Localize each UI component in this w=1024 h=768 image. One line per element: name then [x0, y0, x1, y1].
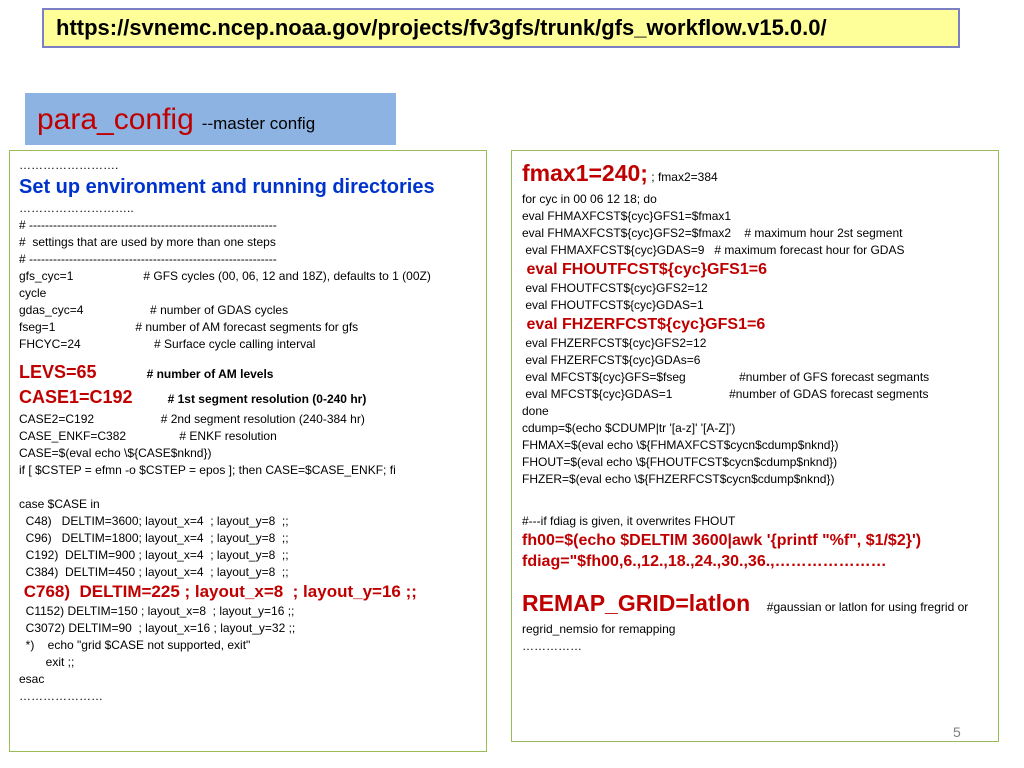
- slide-subtitle: --master config: [201, 114, 316, 133]
- remap-grid-comment: #gaussian or latlon for using fregrid or: [750, 600, 969, 614]
- fhzer-highlight: eval FHZERFCST${cyc}GFS1=6: [522, 316, 766, 333]
- code-line: FHCYC=24 # Surface cycle calling interval: [19, 337, 316, 351]
- code-line: cdump=$(echo $CDUMP|tr '[a-z]' '[A-Z]'): [522, 421, 736, 435]
- code-line: eval MFCST${cyc}GFS=$fseg #number of GFS forecast segmants: [522, 370, 930, 384]
- code-line: #---if fdiag is given, it overwrites FHOUT: [522, 514, 736, 528]
- code-line: esac: [19, 672, 45, 686]
- code-line: # --------------------------------------------------------------: [19, 218, 277, 232]
- remap-grid-value: REMAP_GRID=latlon: [522, 590, 751, 616]
- code-line: C1152) DELTIM=150 ; layout_x=8 ; layout_y=16 ;;: [19, 604, 295, 618]
- levs-comment: # number of AM levels: [146, 367, 274, 381]
- code-line: …………………….: [19, 158, 119, 172]
- code-line: done: [522, 404, 549, 418]
- fhout-highlight: eval FHOUTFCST${cyc}GFS1=6: [522, 261, 767, 278]
- code-line: C384) DELTIM=450 ; layout_x=4 ; layout_y=8 ;;: [19, 565, 289, 579]
- code-line: CASE=$(eval echo \${CASE$nknd}): [19, 446, 212, 460]
- code-line: cycle: [19, 286, 47, 300]
- code-line: FHMAX=$(eval echo \${FHMAXFCST$cycn$cdump$nknd}): [522, 438, 839, 452]
- code-line: FHOUT=$(eval echo \${FHOUTFCST$cycn$cdump$nknd}): [522, 455, 838, 469]
- code-line: *) echo "grid $CASE not supported, exit": [19, 638, 251, 652]
- code-line: for cyc in 00 06 12 18; do: [522, 192, 657, 206]
- remap-grid-setting: [522, 589, 998, 621]
- code-line: fseg=1 # number of AM forecast segments for gfs: [19, 320, 359, 334]
- code-line: eval FHMAXFCST${cyc}GFS1=$fmax1: [522, 209, 732, 223]
- c768-highlight: C768) DELTIM=225 ; layout_x=8 ; layout_y=16 ;;: [19, 582, 417, 601]
- case1-value: CASE1=C192: [19, 387, 133, 407]
- code-line: if [ $CSTEP = efmn -o $CSTEP = epos ]; then CASE=$CASE_ENKF; fi: [19, 463, 396, 477]
- fmax1-value: fmax1=240;: [522, 160, 648, 186]
- code-line: eval FHMAXFCST${cyc}GFS2=$fmax2 # maximum hour 2st segment: [522, 226, 903, 240]
- code-line: eval FHZERFCST${cyc}GDAs=6: [522, 353, 701, 367]
- code-line: ……………: [522, 639, 582, 653]
- code-line: eval FHMAXFCST${cyc}GDAS=9 # maximum forecast hour for GDAS: [522, 243, 905, 257]
- code-line: regrid_nemsio for remapping: [522, 622, 676, 636]
- code-line: # settings that are used by more than one steps: [19, 235, 276, 249]
- case1-comment: # 1st segment resolution (0-240 hr): [167, 392, 367, 406]
- code-line: CASE_ENKF=C382 # ENKF resolution: [19, 429, 277, 443]
- code-line: case $CASE in: [19, 497, 100, 511]
- levs-value: LEVS=65: [19, 362, 97, 382]
- code-line: eval FHOUTFCST${cyc}GDAS=1: [522, 298, 704, 312]
- case1-setting: [19, 386, 486, 411]
- page-number: 5: [953, 724, 961, 740]
- code-line: eval FHOUTFCST${cyc}GFS2=12: [522, 281, 708, 295]
- section-heading: Set up environment and running directories: [19, 176, 435, 198]
- code-line: eval FHZERFCST${cyc}GFS2=12: [522, 336, 707, 350]
- fmax-setting: [522, 159, 998, 191]
- code-line: exit ;;: [19, 655, 75, 669]
- code-line: C192) DELTIM=900 ; layout_x=4 ; layout_y=8 ;;: [19, 548, 289, 562]
- left-config-panel: [9, 150, 487, 752]
- code-line: …………………: [19, 689, 103, 703]
- fmax2-value: ; fmax2=384: [647, 170, 718, 184]
- code-line: eval MFCST${cyc}GDAS=1 #number of GDAS forecast segments: [522, 387, 929, 401]
- code-line: # --------------------------------------------------------------: [19, 252, 277, 266]
- code-line: gfs_cyc=1 # GFS cycles (00, 06, 12 and 18Z), defaults to 1 (00Z): [19, 269, 431, 283]
- code-line: C48) DELTIM=3600; layout_x=4 ; layout_y=8 ;;: [19, 514, 289, 528]
- url-banner: https://svnemc.ncep.noaa.gov/projects/fv3gfs/trunk/gfs_workflow.v15.0.0/: [42, 8, 960, 48]
- slide-title: para_config: [37, 103, 194, 136]
- code-line: C3072) DELTIM=90 ; layout_x=16 ; layout_y=32 ;;: [19, 621, 296, 635]
- code-line: C96) DELTIM=1800; layout_x=4 ; layout_y=8 ;;: [19, 531, 289, 545]
- fh00-highlight: fh00=$(echo $DELTIM 3600|awk '{printf "%f", $1/$2}'): [522, 532, 922, 549]
- title-box: [25, 93, 396, 145]
- levs-setting: [19, 361, 486, 386]
- code-line: ………………………..: [19, 201, 134, 215]
- right-config-panel: [511, 150, 999, 742]
- fdiag-highlight: fdiag="$fh00,6.,12.,18.,24.,30.,36.,…………………: [522, 553, 887, 570]
- code-line: gdas_cyc=4 # number of GDAS cycles: [19, 303, 289, 317]
- code-line: CASE2=C192 # 2nd segment resolution (240-384 hr): [19, 412, 365, 426]
- code-line: FHZER=$(eval echo \${FHZERFCST$cycn$cdump$nknd}): [522, 472, 835, 486]
